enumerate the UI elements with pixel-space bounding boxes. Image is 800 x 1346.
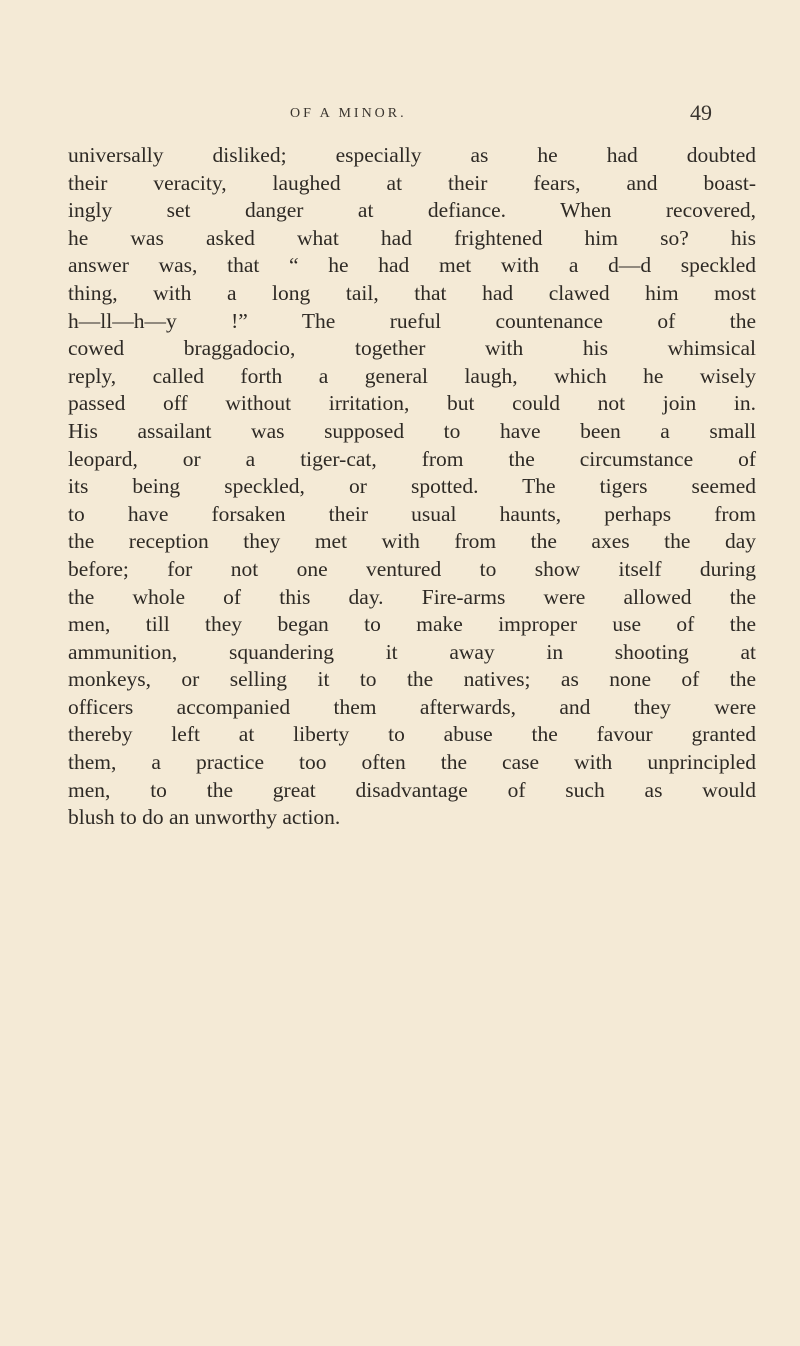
text-line: its being speckled, or spotted. The tigers seemed xyxy=(68,474,756,499)
text-line: h—ll—h—y !” The rueful countenance of the xyxy=(68,308,756,333)
text-line: His assailant was supposed to have been a small xyxy=(68,418,756,443)
text-line: before; for not one ventured to show itself during xyxy=(68,556,756,581)
text-line: he was asked what had frightened him so? his xyxy=(68,225,756,250)
text-line: leopard, or a tiger-cat, from the circumstance of xyxy=(68,446,756,471)
body-text xyxy=(68,142,756,832)
text-line: cowed braggadocio, together with his whimsical xyxy=(68,336,756,361)
text-line: monkeys, or selling it to the natives; as none of the xyxy=(68,667,756,692)
text-line: the whole of this day. Fire-arms were allowed the xyxy=(68,584,756,609)
text-line: the reception they met with from the axes the day xyxy=(68,529,756,554)
text-line: ammunition, squandering it away in shooting at xyxy=(68,639,756,664)
text-line: ingly set danger at defiance. When recovered, xyxy=(68,198,756,223)
text-line: reply, called forth a general laugh, which he wisely xyxy=(68,363,756,388)
text-line: blush to do an unworthy action. xyxy=(68,805,341,830)
text-line: men, till they began to make improper use of the xyxy=(68,612,756,637)
text-line: to have forsaken their usual haunts, perhaps from xyxy=(68,501,756,526)
text-line: passed off without irritation, but could not join in. xyxy=(68,391,756,416)
text-line: them, a practice too often the case with unprincipled xyxy=(68,750,756,775)
text-line: men, to the great disadvantage of such as would xyxy=(68,777,756,802)
text-line: thereby left at liberty to abuse the favour granted xyxy=(68,722,756,747)
page-number: 49 xyxy=(690,100,712,125)
text-line: answer was, that “ he had met with a d—d speckled xyxy=(68,253,756,278)
text-line: officers accompanied them afterwards, and they were xyxy=(68,694,756,719)
running-head: OF A MINOR. xyxy=(290,106,407,121)
text-line: universally disliked; especially as he had doubted xyxy=(68,143,756,167)
text-line: their veracity, laughed at their fears, and boast- xyxy=(68,170,756,195)
text-line: thing, with a long tail, that had clawed him most xyxy=(68,280,756,305)
